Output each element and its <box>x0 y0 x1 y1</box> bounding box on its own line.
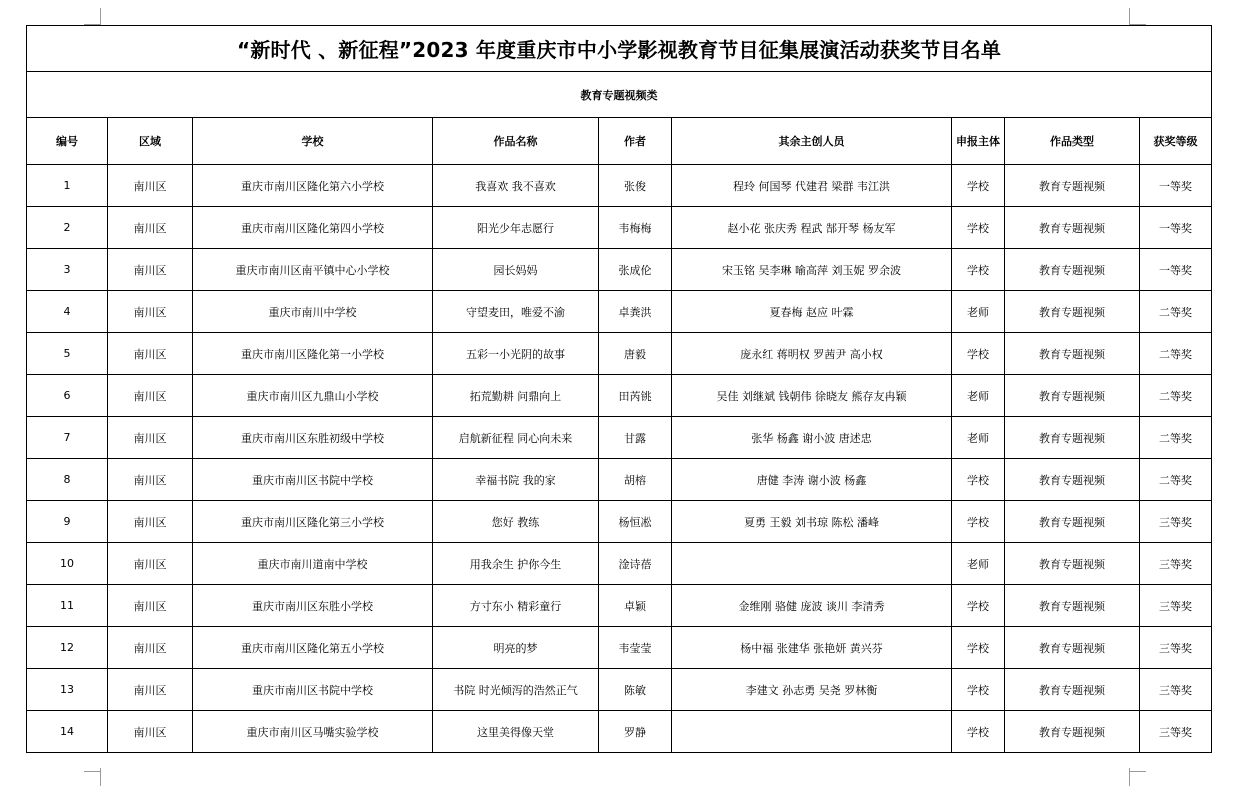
cell-district: 南川区 <box>108 291 193 333</box>
cell-district: 南川区 <box>108 249 193 291</box>
cell-work-type: 教育专题视频 <box>1005 711 1140 753</box>
cell-co-creators: 唐健 李涛 谢小波 杨鑫 <box>672 459 952 501</box>
header-applicant: 申报主体 <box>952 118 1005 165</box>
header-work-title: 作品名称 <box>433 118 599 165</box>
cell-work-title: 方寸东小 精彩童行 <box>433 585 599 627</box>
cell-school: 重庆市南川区东胜初级中学校 <box>193 417 433 459</box>
cell-work-title: 明亮的梦 <box>433 627 599 669</box>
cell-applicant: 学校 <box>952 333 1005 375</box>
cell-number: 13 <box>27 669 108 711</box>
cell-work-type: 教育专题视频 <box>1005 627 1140 669</box>
cell-applicant: 学校 <box>952 207 1005 249</box>
cell-award-level: 二等奖 <box>1140 417 1212 459</box>
table-row <box>27 249 1212 291</box>
cell-co-creators: 宋玉铭 吴李琳 喻高萍 刘玉妮 罗余波 <box>672 249 952 291</box>
cell-district: 南川区 <box>108 207 193 249</box>
cell-district: 南川区 <box>108 417 193 459</box>
header-district: 区域 <box>108 118 193 165</box>
cell-work-title: 园长妈妈 <box>433 249 599 291</box>
cell-work-title: 用我余生 护你今生 <box>433 543 599 585</box>
table-row <box>27 333 1212 375</box>
table-row <box>27 501 1212 543</box>
table-row <box>27 543 1212 585</box>
header-author: 作者 <box>599 118 672 165</box>
cell-district: 南川区 <box>108 459 193 501</box>
cell-district: 南川区 <box>108 501 193 543</box>
cell-work-type: 教育专题视频 <box>1005 375 1140 417</box>
cell-co-creators: 夏勇 王毅 刘书琼 陈松 潘峰 <box>672 501 952 543</box>
cell-applicant: 老师 <box>952 291 1005 333</box>
cell-school: 重庆市南川区九鼎山小学校 <box>193 375 433 417</box>
cell-work-title: 五彩一小光阴的故事 <box>433 333 599 375</box>
header-school: 学校 <box>193 118 433 165</box>
cell-number: 4 <box>27 291 108 333</box>
cell-co-creators: 金维刚 骆健 庞波 谈川 李清秀 <box>672 585 952 627</box>
cell-work-type: 教育专题视频 <box>1005 459 1140 501</box>
cell-district: 南川区 <box>108 375 193 417</box>
table-row <box>27 207 1212 249</box>
cell-school: 重庆市南川中学校 <box>193 291 433 333</box>
cell-number: 8 <box>27 459 108 501</box>
cell-applicant: 学校 <box>952 711 1005 753</box>
cell-applicant: 学校 <box>952 249 1005 291</box>
cell-district: 南川区 <box>108 669 193 711</box>
cell-work-type: 教育专题视频 <box>1005 585 1140 627</box>
table-row <box>27 417 1212 459</box>
cell-award-level: 二等奖 <box>1140 333 1212 375</box>
cell-award-level: 三等奖 <box>1140 669 1212 711</box>
cell-author: 胡榕 <box>599 459 672 501</box>
cell-district: 南川区 <box>108 333 193 375</box>
cell-number: 14 <box>27 711 108 753</box>
cell-co-creators: 赵小花 张庆秀 程武 郜开琴 杨友军 <box>672 207 952 249</box>
crop-mark-top-right <box>1129 8 1130 25</box>
cell-work-type: 教育专题视频 <box>1005 249 1140 291</box>
cell-school: 重庆市南川区书院中学校 <box>193 459 433 501</box>
cell-author: 甘露 <box>599 417 672 459</box>
cell-award-level: 三等奖 <box>1140 627 1212 669</box>
table-row <box>27 165 1212 207</box>
document-title: “新时代 、新征程”2023 年度重庆市中小学影视教育节目征集展演活动获奖节目名单 <box>27 26 1212 72</box>
cell-number: 9 <box>27 501 108 543</box>
crop-mark-bottom-left <box>84 771 101 772</box>
cell-applicant: 老师 <box>952 375 1005 417</box>
cell-work-type: 教育专题视频 <box>1005 333 1140 375</box>
table-row <box>27 627 1212 669</box>
cell-applicant: 学校 <box>952 165 1005 207</box>
cell-work-type: 教育专题视频 <box>1005 291 1140 333</box>
cell-applicant: 学校 <box>952 669 1005 711</box>
cell-number: 10 <box>27 543 108 585</box>
cell-author: 卓粪洪 <box>599 291 672 333</box>
table-row <box>27 375 1212 417</box>
cell-co-creators: 李建文 孙志勇 吴尧 罗林衡 <box>672 669 952 711</box>
cell-co-creators: 夏春梅 赵应 叶霖 <box>672 291 952 333</box>
cell-school: 重庆市南川区隆化第三小学校 <box>193 501 433 543</box>
table-row <box>27 669 1212 711</box>
cell-co-creators <box>672 711 952 753</box>
cell-work-title: 幸福书院 我的家 <box>433 459 599 501</box>
cell-number: 7 <box>27 417 108 459</box>
cell-number: 11 <box>27 585 108 627</box>
cell-work-type: 教育专题视频 <box>1005 501 1140 543</box>
cell-applicant: 学校 <box>952 627 1005 669</box>
cell-number: 2 <box>27 207 108 249</box>
cell-author: 杨恒凇 <box>599 501 672 543</box>
cell-applicant: 学校 <box>952 585 1005 627</box>
cell-school: 重庆市南川区隆化第四小学校 <box>193 207 433 249</box>
cell-work-title: 您好 教练 <box>433 501 599 543</box>
cell-author: 韦梅梅 <box>599 207 672 249</box>
cell-co-creators: 张华 杨鑫 谢小波 唐述忠 <box>672 417 952 459</box>
cell-school: 重庆市南川区马嘴实验学校 <box>193 711 433 753</box>
cell-work-title: 这里美得像天堂 <box>433 711 599 753</box>
cell-author: 张俊 <box>599 165 672 207</box>
cell-author: 韦莹莹 <box>599 627 672 669</box>
cell-award-level: 三等奖 <box>1140 543 1212 585</box>
table-header-row <box>27 118 1212 165</box>
cell-applicant: 老师 <box>952 417 1005 459</box>
cell-co-creators: 程玲 何国琴 代建君 梁群 韦江洪 <box>672 165 952 207</box>
cell-author: 唐毅 <box>599 333 672 375</box>
cell-co-creators: 吴佳 刘继斌 钱朝伟 徐晓友 熊存友冉颖 <box>672 375 952 417</box>
cell-work-type: 教育专题视频 <box>1005 669 1140 711</box>
table-row <box>27 291 1212 333</box>
cell-award-level: 二等奖 <box>1140 291 1212 333</box>
cell-number: 1 <box>27 165 108 207</box>
cell-work-type: 教育专题视频 <box>1005 417 1140 459</box>
cell-school: 重庆市南川道南中学校 <box>193 543 433 585</box>
cell-work-title: 启航新征程 同心向未来 <box>433 417 599 459</box>
table-row <box>27 711 1212 753</box>
cell-applicant: 学校 <box>952 459 1005 501</box>
cell-applicant: 老师 <box>952 543 1005 585</box>
cell-applicant: 学校 <box>952 501 1005 543</box>
crop-mark-top-left <box>100 8 101 25</box>
cell-author: 张成伦 <box>599 249 672 291</box>
header-number: 编号 <box>27 118 108 165</box>
cell-co-creators: 杨中福 张建华 张艳妍 黄兴芬 <box>672 627 952 669</box>
cell-school: 重庆市南川区隆化第一小学校 <box>193 333 433 375</box>
cell-award-level: 三等奖 <box>1140 585 1212 627</box>
award-list-table <box>26 25 1212 753</box>
cell-number: 12 <box>27 627 108 669</box>
cell-school: 重庆市南川区书院中学校 <box>193 669 433 711</box>
header-work-type: 作品类型 <box>1005 118 1140 165</box>
table-row <box>27 585 1212 627</box>
cell-number: 3 <box>27 249 108 291</box>
cell-school: 重庆市南川区南平镇中心小学校 <box>193 249 433 291</box>
cell-number: 5 <box>27 333 108 375</box>
cell-work-title: 书院 时光倾泻的浩然正气 <box>433 669 599 711</box>
cell-author: 田芮铫 <box>599 375 672 417</box>
cell-school: 重庆市南川区隆化第六小学校 <box>193 165 433 207</box>
cell-award-level: 三等奖 <box>1140 501 1212 543</box>
cell-district: 南川区 <box>108 585 193 627</box>
cell-co-creators <box>672 543 952 585</box>
cell-district: 南川区 <box>108 543 193 585</box>
cell-award-level: 三等奖 <box>1140 711 1212 753</box>
cell-work-type: 教育专题视频 <box>1005 207 1140 249</box>
cell-work-title: 守望麦田，唯爱不渝 <box>433 291 599 333</box>
cell-school: 重庆市南川区东胜小学校 <box>193 585 433 627</box>
cell-work-type: 教育专题视频 <box>1005 165 1140 207</box>
cell-award-level: 二等奖 <box>1140 459 1212 501</box>
crop-mark-bottom-right <box>1129 771 1146 772</box>
cell-award-level: 二等奖 <box>1140 375 1212 417</box>
cell-author: 淦诗蓓 <box>599 543 672 585</box>
cell-award-level: 一等奖 <box>1140 207 1212 249</box>
cell-author: 罗静 <box>599 711 672 753</box>
table-row <box>27 459 1212 501</box>
category-heading: 教育专题视频类 <box>27 72 1212 118</box>
cell-co-creators: 庞永红 蒋明权 罗茜尹 高小权 <box>672 333 952 375</box>
cell-award-level: 一等奖 <box>1140 249 1212 291</box>
cell-work-type: 教育专题视频 <box>1005 543 1140 585</box>
cell-district: 南川区 <box>108 627 193 669</box>
cell-work-title: 拓荒勤耕 问鼎向上 <box>433 375 599 417</box>
cell-district: 南川区 <box>108 711 193 753</box>
cell-author: 卓颖 <box>599 585 672 627</box>
cell-award-level: 一等奖 <box>1140 165 1212 207</box>
cell-work-title: 阳光少年志愿行 <box>433 207 599 249</box>
header-award-level: 获奖等级 <box>1140 118 1212 165</box>
cell-work-title: 我喜欢 我不喜欢 <box>433 165 599 207</box>
cell-district: 南川区 <box>108 165 193 207</box>
cell-author: 陈敏 <box>599 669 672 711</box>
cell-school: 重庆市南川区隆化第五小学校 <box>193 627 433 669</box>
header-co-creators: 其余主创人员 <box>672 118 952 165</box>
cell-number: 6 <box>27 375 108 417</box>
